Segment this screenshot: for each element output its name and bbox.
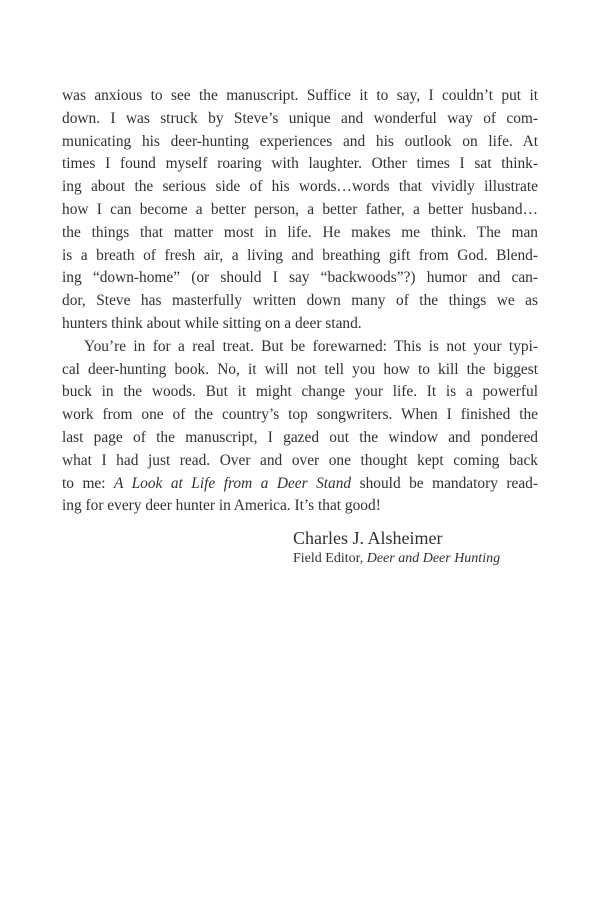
text-line bbox=[62, 381, 538, 404]
text-line-content bbox=[62, 155, 538, 172]
text-segment: You’re in for a real treat. But be forewarned: This is not your typi- bbox=[84, 337, 538, 355]
text-segment: cal deer-hunting book. No, it will not tell you how to kill the biggest bbox=[62, 360, 538, 378]
text-line-content bbox=[62, 452, 538, 469]
text-segment: times I found myself roaring with laughter. Other times I sat think- bbox=[62, 155, 538, 173]
text-segment: down. I was struck by Steve’s unique and wonderful way of com- bbox=[62, 109, 538, 127]
text-line bbox=[62, 199, 538, 222]
paragraph bbox=[62, 336, 538, 518]
text-line-content bbox=[62, 361, 538, 378]
text-line-content bbox=[62, 247, 538, 264]
text-line-content bbox=[62, 429, 538, 446]
text-line bbox=[62, 222, 538, 245]
text-line-content bbox=[62, 178, 538, 195]
signature-block bbox=[293, 526, 500, 568]
text-line bbox=[62, 473, 538, 496]
text-segment: dor, Steve has masterfully written down many of the things we as bbox=[62, 292, 538, 310]
text-line-content bbox=[62, 224, 538, 241]
text-line bbox=[62, 495, 538, 518]
text-line-content bbox=[62, 110, 538, 127]
text-line-content bbox=[62, 406, 538, 423]
text-segment: how I can become a better person, a better father, a better husband… bbox=[62, 200, 538, 218]
text-segment: ing for every deer hunter in America. It’s that good! bbox=[62, 497, 381, 515]
text-line bbox=[62, 290, 538, 313]
text-line bbox=[62, 313, 538, 336]
book-title-italic: A Look at Life from a Deer Stand bbox=[114, 474, 352, 492]
signature-name: Charles J. Alsheimer bbox=[293, 528, 443, 548]
text-line-content bbox=[62, 383, 538, 400]
body-text bbox=[62, 85, 538, 518]
text-line-content bbox=[62, 269, 538, 286]
text-line-content bbox=[62, 87, 538, 104]
text-segment: ing “down-home” (or should I say “backwoods”?) humor and can- bbox=[62, 269, 538, 287]
text-line-content bbox=[62, 475, 538, 492]
text-line bbox=[62, 131, 538, 154]
text-segment: to me: bbox=[62, 474, 114, 492]
text-line bbox=[62, 85, 538, 108]
text-line-content bbox=[84, 338, 538, 355]
paragraph bbox=[62, 85, 538, 336]
text-segment: the things that matter most in life. He makes me think. The man bbox=[62, 223, 538, 241]
text-line bbox=[62, 427, 538, 450]
text-segment: last page of the manuscript, I gazed out the window and pondered bbox=[62, 428, 538, 446]
text-segment: ing about the serious side of his words…words that vividly illustrate bbox=[62, 178, 538, 196]
text-line bbox=[62, 359, 538, 382]
text-segment: what I had just read. Over and over one thought kept coming back bbox=[62, 451, 538, 469]
text-line bbox=[62, 267, 538, 290]
text-segment: municating his deer-hunting experiences and his outlook on life. At bbox=[62, 132, 538, 150]
text-line-content bbox=[62, 292, 538, 309]
text-segment: was anxious to see the manuscript. Suffice it to say, I couldn’t put it bbox=[62, 87, 538, 104]
text-segment: hunters think about while sitting on a deer stand. bbox=[62, 314, 362, 332]
text-line-content bbox=[62, 315, 362, 332]
text-line bbox=[62, 245, 538, 268]
text-segment: buck in the woods. But it might change your life. It is a powerful bbox=[62, 383, 538, 401]
text-segment: should be mandatory read- bbox=[351, 474, 538, 492]
text-line-content bbox=[62, 201, 538, 218]
text-segment: is a breath of fresh air, a living and breathing gift from God. Blend- bbox=[62, 246, 538, 264]
text-line bbox=[62, 450, 538, 473]
text-line bbox=[62, 153, 538, 176]
text-line bbox=[62, 108, 538, 131]
signature-role-prefix: Field Editor, bbox=[293, 551, 367, 566]
signature-role bbox=[293, 550, 500, 568]
text-line bbox=[62, 404, 538, 427]
text-line-content bbox=[62, 133, 538, 150]
text-line-content bbox=[62, 497, 381, 514]
text-line bbox=[62, 336, 538, 359]
text-line bbox=[62, 176, 538, 199]
signature-publication-title: Deer and Deer Hunting bbox=[366, 551, 501, 566]
text-segment: work from one of the country’s top songwriters. When I finished the bbox=[62, 406, 538, 424]
